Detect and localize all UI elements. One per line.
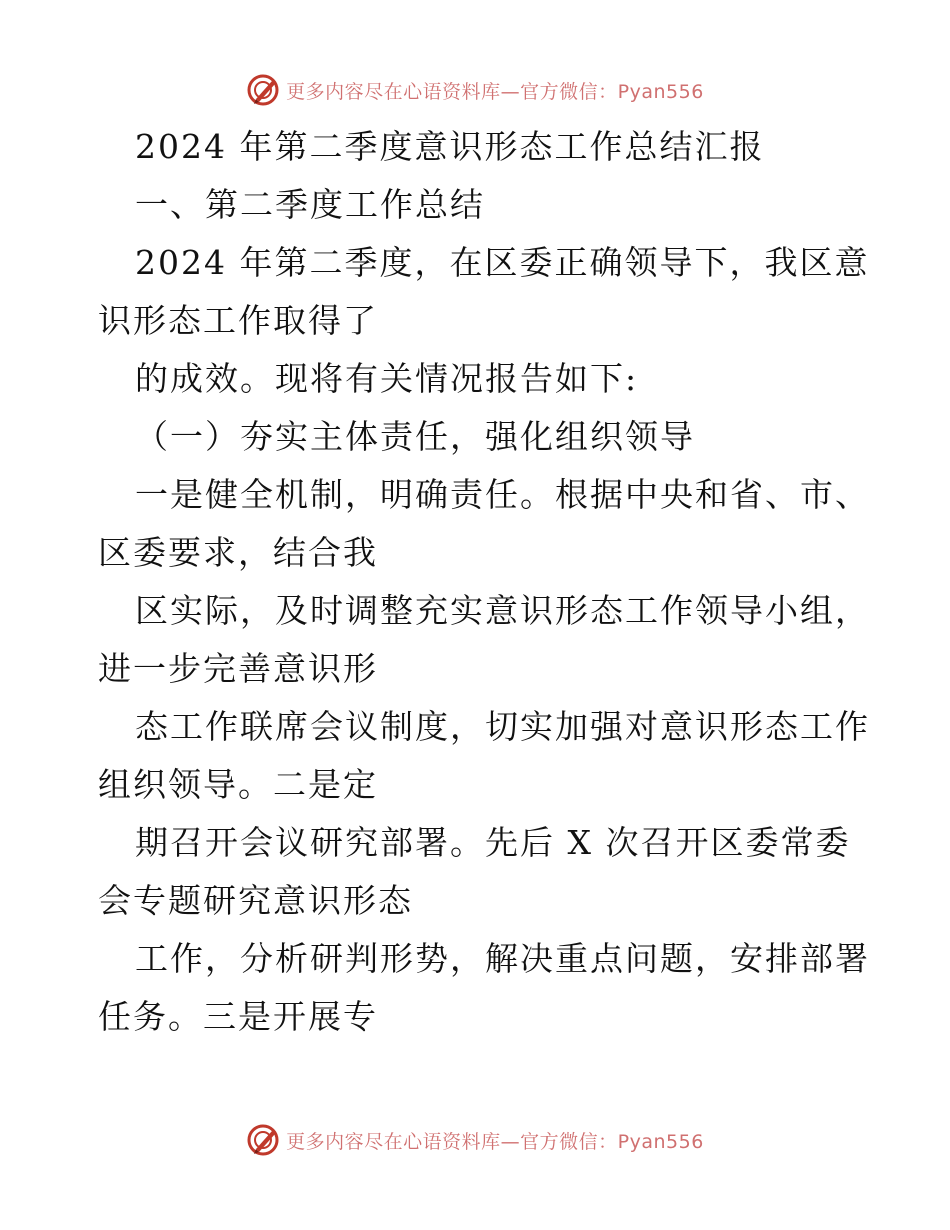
footer-banner (0, 1120, 950, 1160)
red-pen-logo-icon (246, 73, 280, 107)
document-title: 2024 年第二季度意识形态工作总结汇报 (135, 127, 765, 166)
paragraph-line: 区实际，及时调整充实意识形态工作领导小组， (135, 591, 870, 630)
paragraph-line: 会专题研究意识形态 (98, 881, 413, 920)
paragraph-line: 识形态工作取得了 (98, 301, 378, 340)
subsection-heading: （一）夯实主体责任，强化组织领导 (135, 417, 695, 456)
header-banner (0, 70, 950, 110)
banner-text: 更多内容尽在心语资料库—官方微信：Pyan556 (286, 1130, 704, 1153)
paragraph-line: 期召开会议研究部署。先后 X 次召开区委常委 (135, 823, 851, 862)
paragraph-line: 组织领导。二是定 (98, 765, 378, 804)
section-heading: 一、第二季度工作总结 (135, 185, 485, 224)
paragraph-line: 的成效。现将有关情况报告如下: (135, 359, 639, 398)
paragraph-line: 进一步完善意识形 (98, 649, 378, 688)
paragraph-line: 态工作联席会议制度，切实加强对意识形态工作 (135, 707, 870, 746)
banner-text: 更多内容尽在心语资料库—官方微信：Pyan556 (286, 80, 704, 103)
paragraph-line: 2024 年第二季度，在区委正确领导下，我区意 (135, 243, 870, 282)
paragraph-line: 工作，分析研判形势，解决重点问题，安排部署 (135, 939, 870, 978)
paragraph-line: 一是健全机制，明确责任。根据中央和省、市、 (135, 475, 870, 514)
red-pen-logo-icon (246, 1123, 280, 1157)
paragraph-line: 任务。三是开展专 (98, 997, 378, 1036)
paragraph-line: 区委要求，结合我 (98, 533, 378, 572)
